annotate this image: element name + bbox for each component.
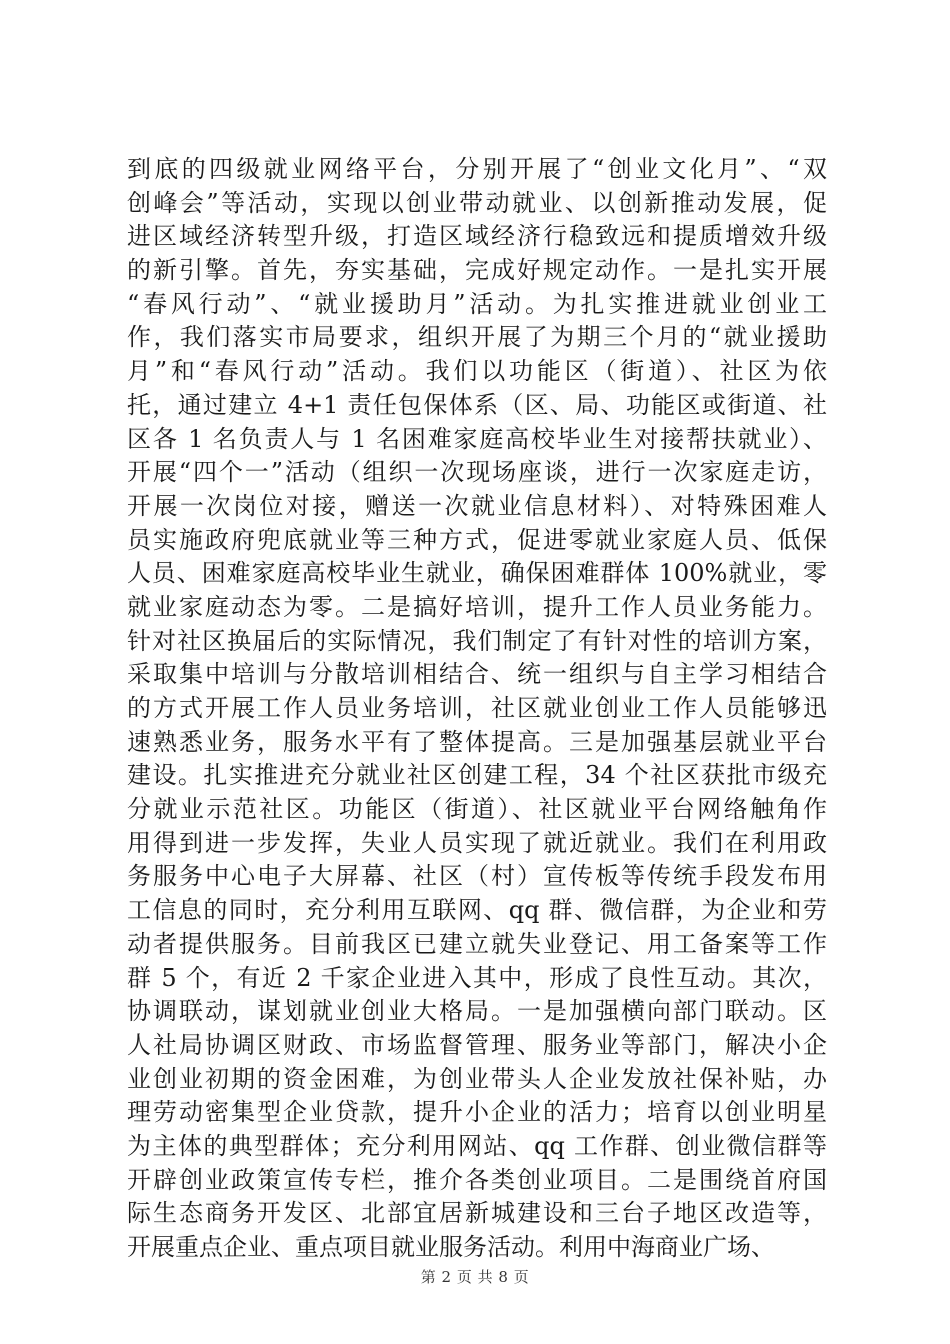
text-line: 开展重点企业、重点项目就业服务活动。利用中海商业广场、 <box>127 1233 775 1261</box>
text-line: 工信息的同时，充分利用互联网、qq 群、微信群，为企业和劳 <box>127 896 827 925</box>
text-line: 开展“四个一”活动（组织一次现场座谈，进行一次家庭走访， <box>127 458 827 487</box>
text-line: “春风行动”、“就业援助月”活动。为扎实推进就业创业工 <box>127 289 827 318</box>
text-line: 务服务中心电子大屏幕、社区（村）宣传板等传统手段发布用 <box>127 862 827 891</box>
text-line: 到底的四级就业网络平台，分别开展了“创业文化月”、“双 <box>127 155 827 183</box>
text-line: 员实施政府兜底就业等三种方式，促进零就业家庭人员、低保 <box>127 525 827 554</box>
text-line: 人员、困难家庭高校毕业生就业，确保困难群体 100%就业，零 <box>127 559 827 588</box>
text-line: 人社局协调区财政、市场监督管理、服务业等部门，解决小企 <box>127 1030 827 1059</box>
text-line: 开辟创业政策宣传专栏，推介各类创业项目。二是围绕首府国 <box>127 1165 827 1194</box>
text-line: 速熟悉业务，服务水平有了整体提高。三是加强基层就业平台 <box>127 727 827 756</box>
text-line: 采取集中培训与分散培训相结合、统一组织与自主学习相结合 <box>127 660 827 689</box>
text-line: 业创业初期的资金困难，为创业带头人企业发放社保补贴，办 <box>127 1064 827 1093</box>
text-line: 就业家庭动态为零。二是搞好培训，提升工作人员业务能力。 <box>127 592 827 621</box>
text-line: 的新引擎。首先，夯实基础，完成好规定动作。一是扎实开展 <box>127 256 827 285</box>
text-line: 理劳动密集型企业贷款，提升小企业的活力；培育以创业明星 <box>127 1098 827 1127</box>
text-line: 托，通过建立 4+1 责任包保体系（区、局、功能区或街道、社 <box>127 390 827 419</box>
text-line: 用得到进一步发挥，失业人员实现了就近就业。我们在利用政 <box>127 828 827 857</box>
text-line: 为主体的典型群体；充分利用网站、qq 工作群、创业微信群等 <box>127 1131 827 1160</box>
text-line: 动者提供服务。目前我区已建立就失业登记、用工备案等工作 <box>127 929 827 958</box>
text-line: 际生态商务开发区、北部宜居新城建设和三台子地区改造等， <box>127 1199 827 1228</box>
body-text <box>127 153 827 1265</box>
text-line: 进区域经济转型升级，打造区域经济行稳致远和提质增效升级 <box>127 222 827 251</box>
text-line: 协调联动，谋划就业创业大格局。一是加强横向部门联动。区 <box>127 997 827 1026</box>
text-line: 作，我们落实市局要求，组织开展了为期三个月的“就业援助 <box>127 323 827 352</box>
page-footer: 第 2 页 共 8 页 <box>420 1268 530 1286</box>
text-line: 创峰会”等活动，实现以创业带动就业、以创新推动发展，促 <box>127 188 827 217</box>
text-line: 区各 1 名负责人与 1 名困难家庭高校毕业生对接帮扶就业）、 <box>127 424 827 453</box>
text-line: 建设。扎实推进充分就业社区创建工程，34 个社区获批市级充 <box>127 761 827 790</box>
text-line: 开展一次岗位对接，赠送一次就业信息材料）、对特殊困难人 <box>127 491 827 520</box>
text-line: 针对社区换届后的实际情况，我们制定了有针对性的培训方案， <box>127 626 827 655</box>
text-line: 月”和“春风行动”活动。我们以功能区（街道）、社区为依 <box>127 357 827 386</box>
text-line: 群 5 个，有近 2 千家企业进入其中，形成了良性互动。其次， <box>127 963 827 992</box>
text-line: 的方式开展工作人员业务培训，社区就业创业工作人员能够迅 <box>127 694 827 722</box>
text-line: 分就业示范社区。功能区（街道）、社区就业平台网络触角作 <box>127 795 827 824</box>
